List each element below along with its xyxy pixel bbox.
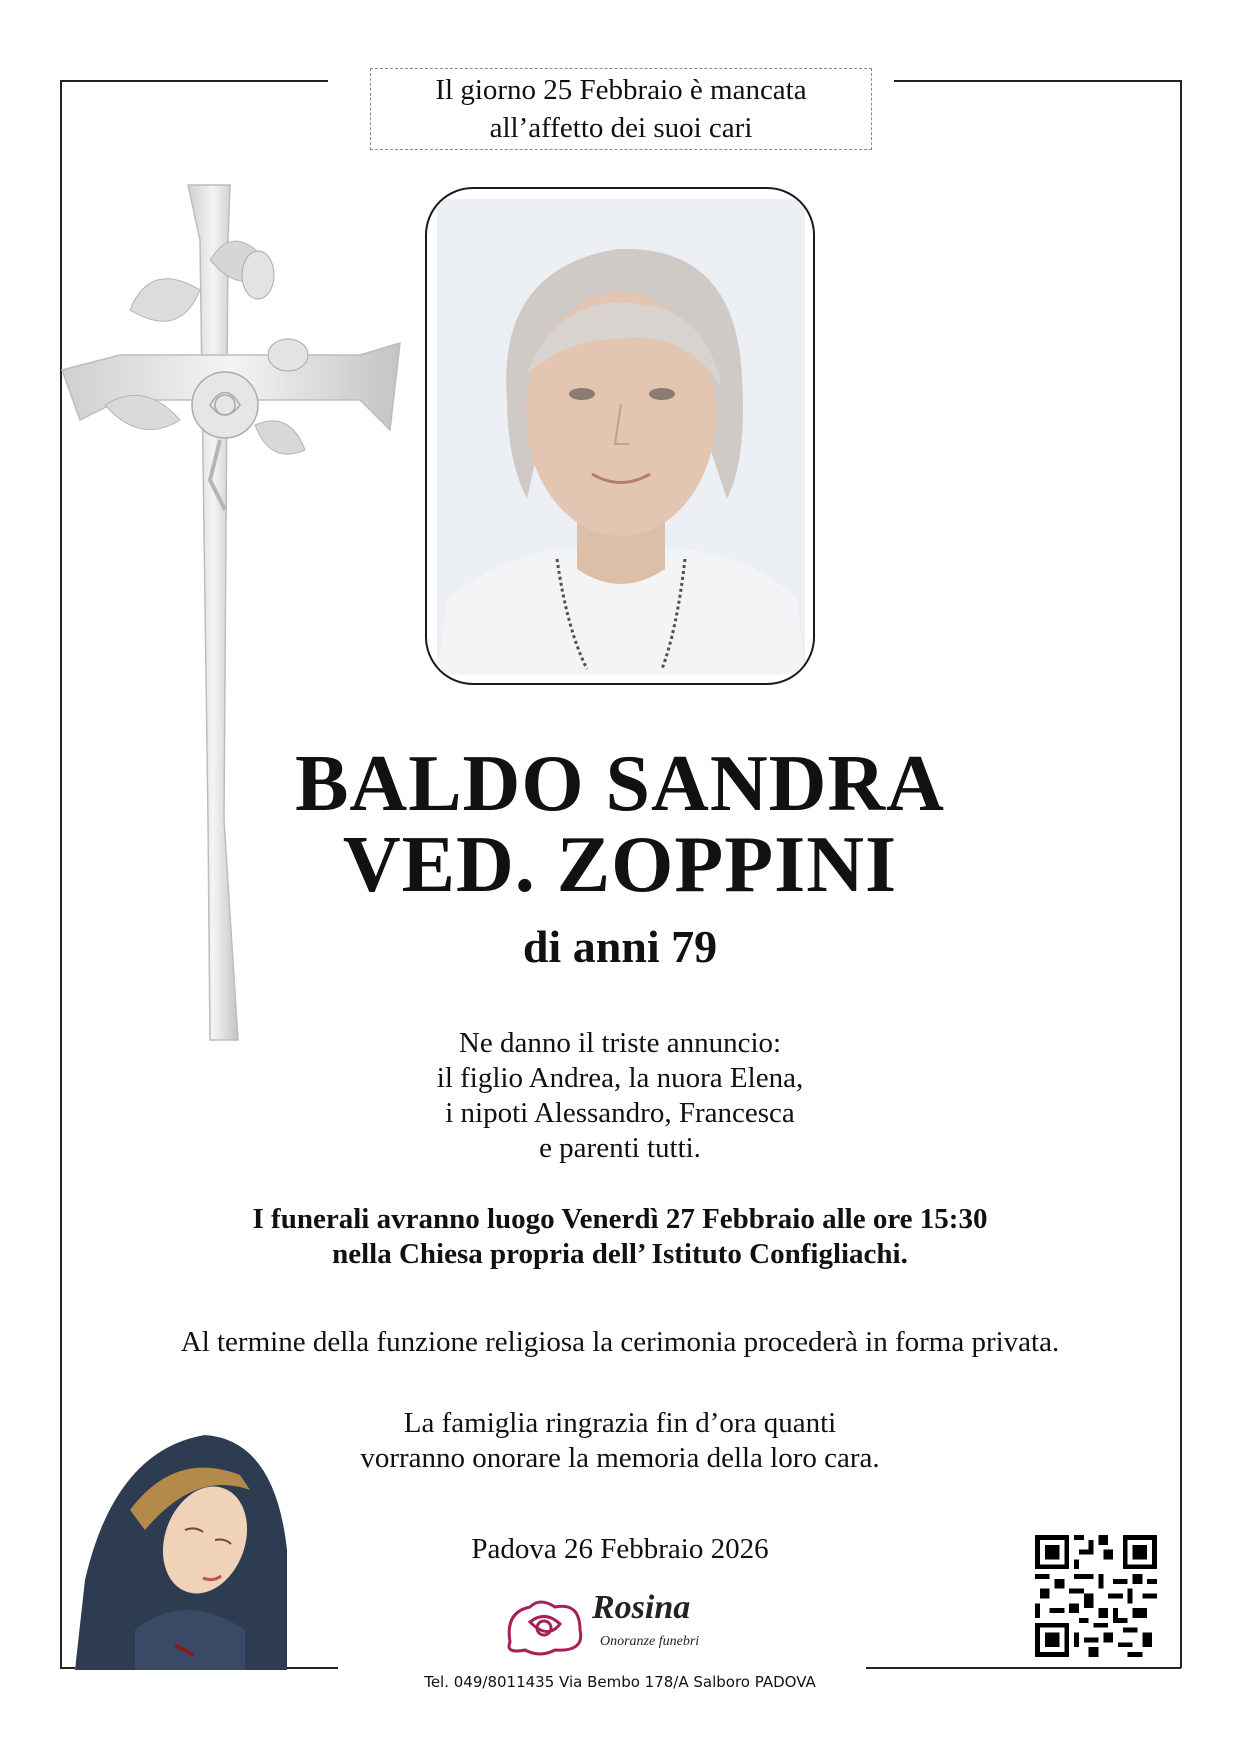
deceased-age: di anni 79 (522, 921, 718, 972)
ceremony-note (0, 1325, 1240, 1360)
frame-bottom-right (866, 1667, 1181, 1669)
funeral-line-1: I funerali avranno luogo Venerdì 27 Febbraio alle ore 15:30 (252, 1203, 988, 1235)
intro-line-1: Il giorno 25 Febbraio è mancata (435, 74, 807, 106)
qr-code-image[interactable] (1035, 1535, 1157, 1657)
intro-line-2: all’affetto dei suoi cari (489, 112, 753, 144)
family-announcement (0, 1026, 1240, 1166)
madonna-image (75, 1430, 287, 1670)
rosina-logo-icon (500, 1592, 590, 1658)
family-line: il figlio Andrea, la nuora Elena, (436, 1062, 804, 1094)
funeral-info (0, 1202, 1240, 1272)
thanks-line-1: La famiglia ringrazia fin d’ora quanti (403, 1407, 837, 1439)
cross-with-roses-image (60, 180, 405, 1050)
funeral-line-2: nella Chiesa propria dell’ Istituto Configliachi. (332, 1238, 908, 1270)
family-line: e parenti tutti. (539, 1132, 701, 1164)
portrait-image (437, 199, 805, 675)
intro-box (370, 68, 872, 150)
ceremony-line: Al termine della funzione religiosa la cerimonia procederà in forma privata. (180, 1326, 1060, 1358)
deceased-name-line-1: BALDO SANDRA (295, 740, 945, 828)
brand-name: Rosina (592, 1589, 691, 1626)
family-line: i nipoti Alessandro, Francesca (445, 1097, 795, 1129)
frame-top-left (60, 80, 328, 82)
place-date-line: Padova 26 Febbraio 2026 (471, 1533, 769, 1565)
thanks-line-2: vorranno onorare la memoria della loro cara. (360, 1442, 880, 1474)
frame-top-right (894, 80, 1181, 82)
brand-subtitle: Onoranze funebri (600, 1634, 700, 1649)
footer-contact: Tel. 049/8011435 Via Bembo 178/A Salboro PADOVA (424, 1673, 816, 1691)
family-line: Ne danno il triste annuncio: (458, 1027, 782, 1059)
deceased-name-line-2: VED. ZOPPINI (342, 821, 898, 909)
portrait-photo (425, 187, 815, 685)
